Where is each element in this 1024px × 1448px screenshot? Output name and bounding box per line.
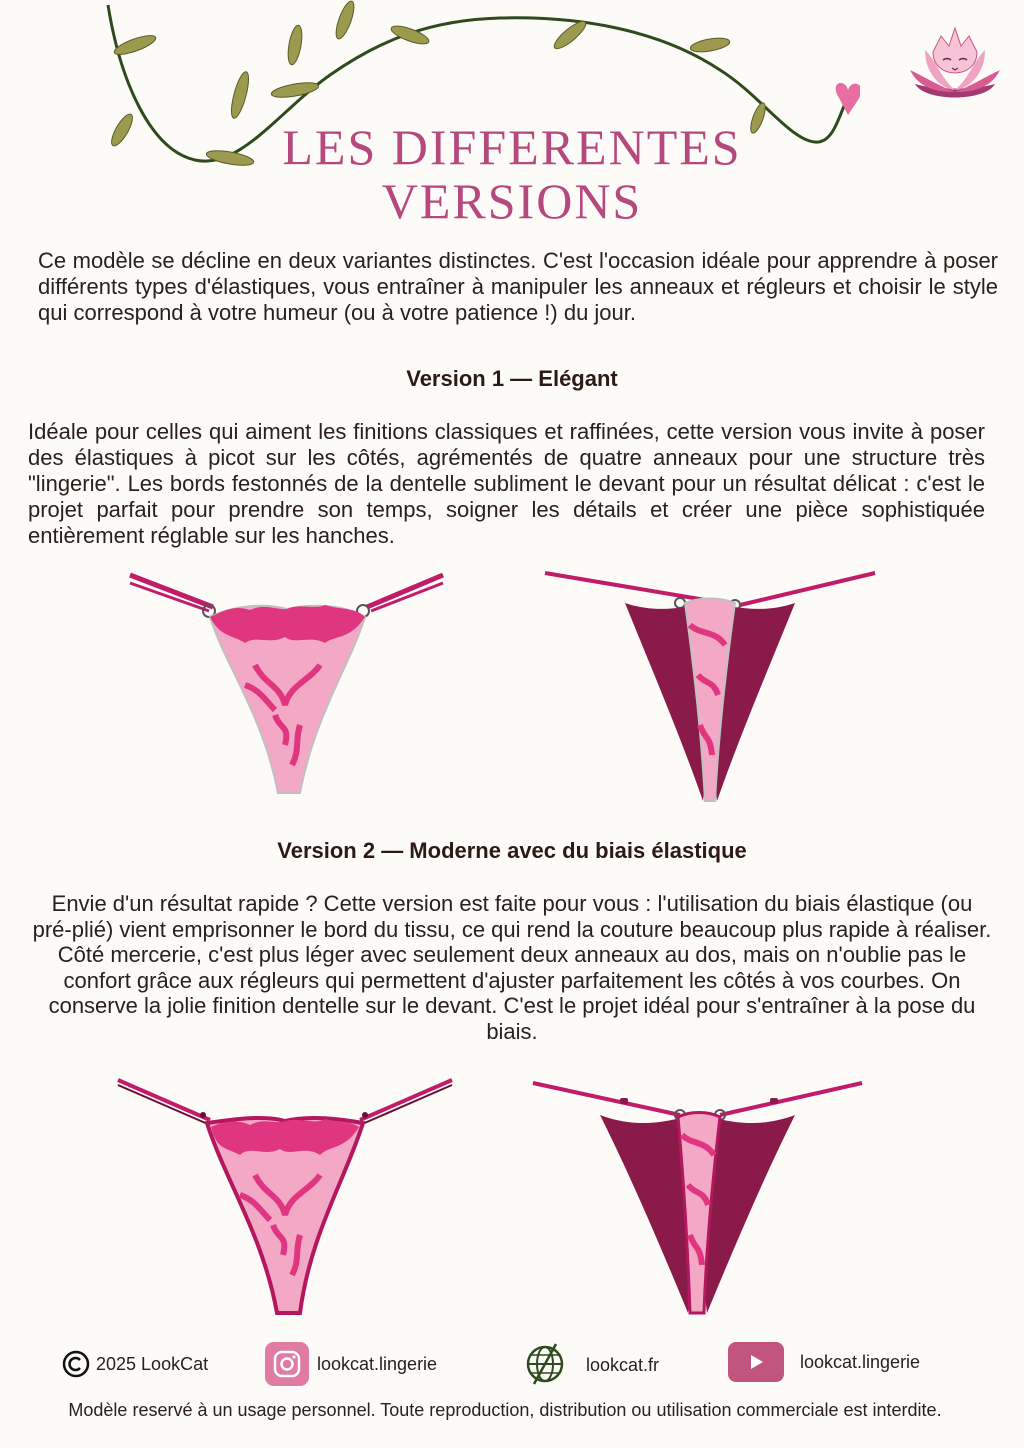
website-url[interactable]: lookcat.fr — [586, 1354, 660, 1375]
version2-heading: Version 2 — Moderne avec du biais élastique — [277, 838, 747, 863]
footer-instagram[interactable] — [265, 1342, 437, 1386]
legal-notice: Modèle reservé à un usage personnel. Toute reproduction, distribution ou utilisation commerciale est interdite. — [68, 1400, 942, 1420]
title-line-1: LES DIFFERENTES — [282, 119, 742, 175]
version2-back-illustration — [530, 1075, 865, 1325]
footer-website[interactable] — [522, 1340, 659, 1390]
version1-paragraph: Idéale pour celles qui aiment les finitions classiques et raffinées, cette version vous invite à poser des élastiques à picot sur les côtés, agrémentés de quatre anneaux pour une structure très "lingerie". Les bords festonnés de la dentelle subliment le devant pour un résultat délicat : c'est le projet parfait pour prendre son temps, soigner les détails et créer une pièce sophistiquée entièrement réglable sur les hanches. — [28, 419, 985, 548]
instagram-icon[interactable] — [265, 1342, 309, 1386]
youtube-channel[interactable]: lookcat.lingerie — [800, 1351, 921, 1372]
page-title — [0, 120, 1024, 228]
copyright-text: 2025 LookCat — [96, 1353, 209, 1374]
youtube-icon[interactable] — [728, 1342, 784, 1382]
copyright-icon — [62, 1350, 90, 1378]
title-line-2: VERSIONS — [381, 173, 643, 229]
lotus-cat-logo — [905, 22, 1005, 107]
version1-heading: Version 1 — Elégant — [406, 366, 618, 391]
footer-copyright — [62, 1350, 208, 1378]
intro-paragraph: Ce modèle se décline en deux variantes distinctes. C'est l'occasion idéale pour apprendre à poser différents types d'élastiques, vous entraîner à manipuler les anneaux et régleurs et choisir le style qui correspond à votre humeur (ou à votre patience !) du jour. — [38, 248, 998, 325]
version2-front-illustration — [115, 1075, 455, 1325]
version1-front-illustration — [125, 565, 450, 805]
version2-paragraph: Envie d'un résultat rapide ? Cette version est faite pour vous : l'utilisation du biais élastique (ou pré-plié) vient emprisonner le bord du tissu, ce qui rend la couture beaucoup plus rapide à réaliser. Côté mercerie, c'est plus léger avec seulement deux anneaux au dos, mais on n'oublie pas le confort grâce aux régleurs qui permettent d'ajuster parfaitement les côtés à vos courbes. On conserve la jolie finition dentelle sur le devant. C'est le projet idéal pour s'entraîner à la pose du biais. — [32, 891, 992, 1044]
footer-youtube[interactable] — [728, 1342, 920, 1382]
version1-back-illustration — [540, 565, 880, 805]
instagram-handle[interactable]: lookcat.lingerie — [317, 1353, 438, 1374]
globe-icon[interactable] — [522, 1340, 568, 1390]
